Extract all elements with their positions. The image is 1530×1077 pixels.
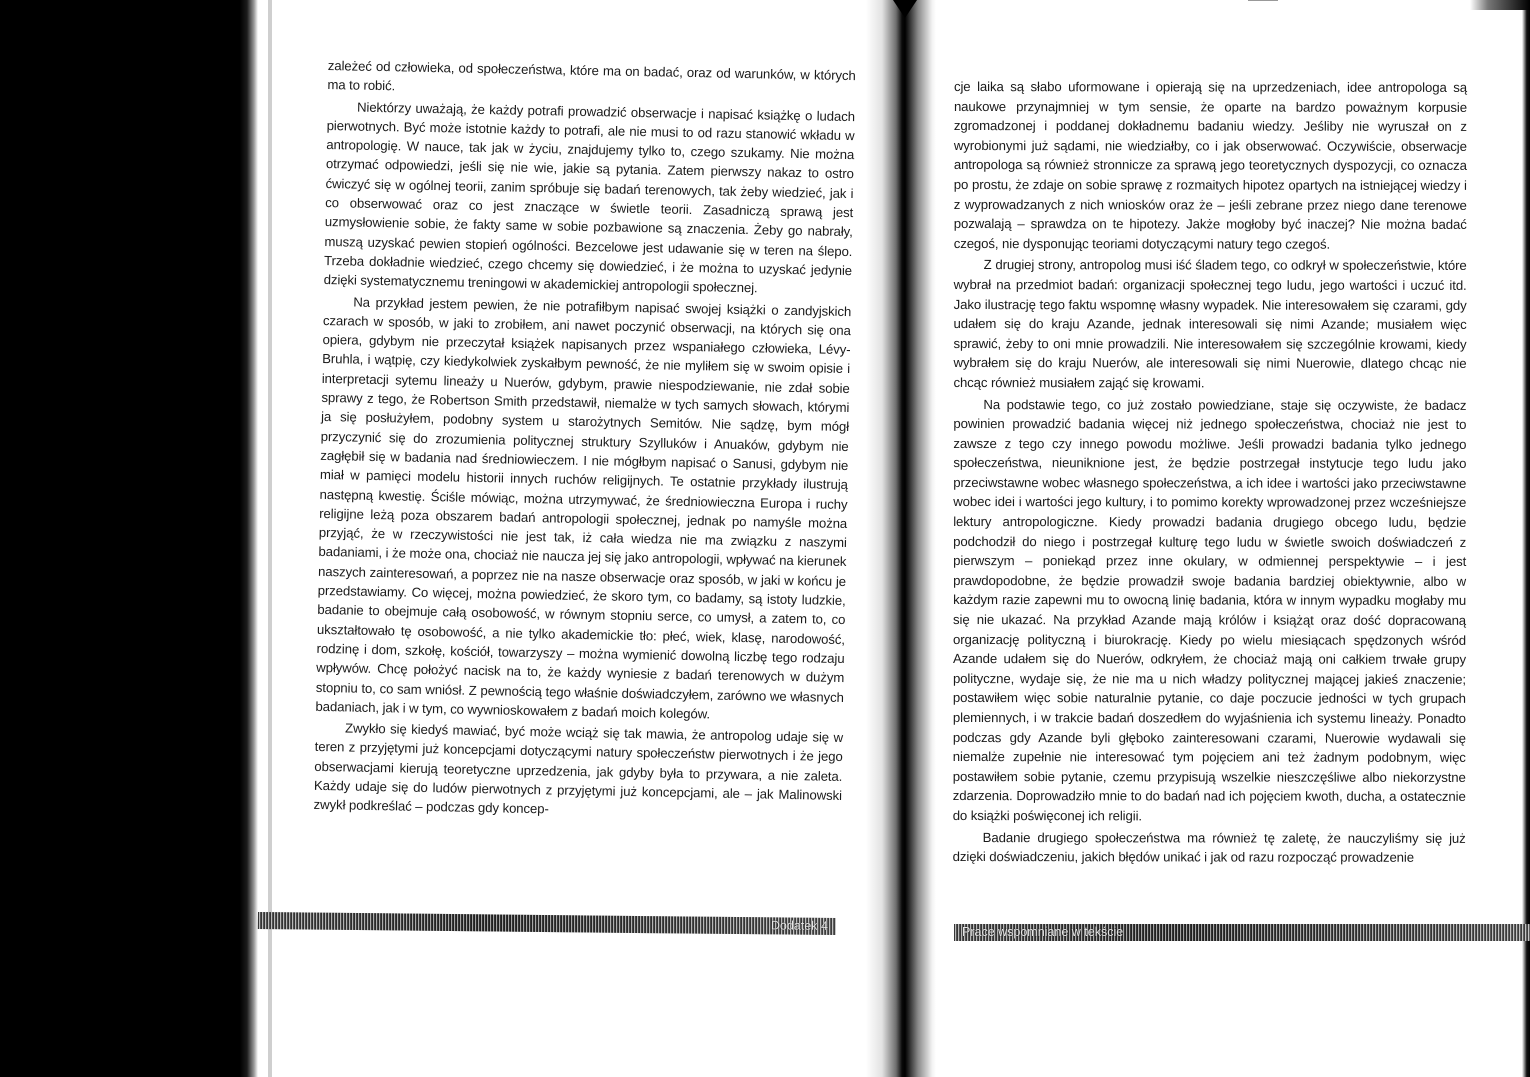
scan-edge-left	[0, 0, 258, 1077]
scan-corner-right	[1470, 0, 1530, 10]
paragraph: Zwykło się kiedyś mawiać, być może wciąż się tak mawia, że antropolog udaje się w teren z przyjętymi już koncepcjami dotyczącymi natury społeczeństw pierwotnych i że jego obserwacjami kierują teoretyczne uprzedzenia, jak gdyby była to przywara, a nie zaleta. Każdy udaje się do ludów pierwotnych z przyjętymi już koncepcjami, ale – jak Malinowski zwykł podkreślać – podczas gdy koncep-	[313, 720, 844, 817]
right-page	[953, 77, 1467, 868]
paragraph: Na podstawie tego, co już zostało powiedziane, staje się oczywiste, że badacz powinien prowadzić badania więcej niż jednego społeczeństwa, chociaż nie jest to zawsze z tego czy innego powodu możliwe. Jeśli prowadzi badania tylko jednego społeczeństwa, nieuniknione jest, że będzie postrzegał instytucje tego ludu jako przeciwstawne wobec własnego społeczeństwa, a ich idee i wartości jako przeciwstawne wobec idei i wartości jego kultury, i to pomimo korekty wprowadzonej przez wcześniejsze lektury antropologiczne. Kiedy prowadzi badania drugiego obcego ludu, będzie podchodził do niego i postrzegał kulturę tego ludu w świetle swoich doświadczeń z pierwszym – poniekąd przez inne okulary, w odmiennej perspektywie – i jest prawdopodobne, że będzie prowadził swoje badania bardziej obiektywnie, albo w każdym razie zapewni mu to owocną linię badania, która w innym wypadku mogłaby mu się nie ukazać. Na przykład Azande mają królów i książąt oraz dość dopracowaną organizację polityczną i biurokrację. Kiedy po wielu miesiącach spędzonych wśród Azande udałem się do Nuerów, odkryłem, że chociaż mają oni całkiem trwałe grupy polityczne, wydaje się, że nie ma u nich władzy politycznej mającej jakieś znaczenie; postawiłem więc sobie naturalnie pytanie, co daje poczucie jedności w tych grupach plemiennych, i w trakcie badań doszedłem do wyjaśnienia ich systemu lineaży. Ponadto podczas gdy Azande byli głęboko zainteresowani czarami, Nuerowie wydawali się niemalże zupełnie nie interesować tym pojęciem ani też żadnym podobnym, więc postawiłem sobie pytanie, czemu przypisują wszelkie nieszczęśliwe albo niekorzystne zdarzenia. Doprowadziło mnie to do badań nad ich pojęciem kwoth, ducha, a ostatecznie do książki poświęconej ich religii.	[952, 396, 1467, 824]
right-footer-band	[954, 924, 1530, 941]
top-rule	[1248, 0, 1278, 1]
paragraph: Z drugiej strony, antropolog musi iść śladem tego, co odkrył w społeczeństwie, które wybrał na przedmiot badań: organizacji społecznej tego ludu, jego wartości i uczuć itd. Jako ilustrację tego faktu wspomnę własny wypadek. Nie interesowałem się czarami, gdy udałem się do kraju Azande, jednak interesowali się nimi Azande; musiałem więc sprawić, żeby to oni mnie prowadzili. Nie interesowałem się szczególnie krowami, kiedy wybrałem się do kraju Nuerów, ale interesowali się nimi Nuerowie, dlatego chcąc nie chcąc również musiałem zająć się krowami.	[953, 257, 1467, 391]
paragraph: Badanie drugiego społeczeństwa ma również tę zaletę, że nauczyliśmy się już dzięki doświadczeniu, jakich błędów unikać i jak od razu rozpocząć prowadzenie	[952, 829, 1466, 865]
scan-edge-right	[1522, 0, 1530, 1077]
paragraph: Na przykład jestem pewien, że nie potrafiłbym napisać swojej książki o zandyjskich czarach w sposób, w jaki to zrobiłem, ani nawet poczynić obserwacji, na których się ona opiera, gdybym nie przeczytał książek napisanych przez wspaniałego człowieka, Lévy-Bruhla, i wątpię, czy kiedykolwiek zyskałbym pewność, że nie myliłem się w swoim opisie i interpretacji sytemu lineaży u Nuerów, gdybym, prawie niespodziewanie, nie zdał sobie sprawy z tego, że Robertson Smith przedstawił, niemalże w tych samych słowach, którymi ja się posłużyłem, podobny system u starożytnych Semitów. Nie sądzę, bym mógł przyczynić się do zrozumienia politycznej struktury Szylluków i Anuaków, gdybym nie zagłębił się w badania nad średniowieczem. I nie mógłbym napisać o Sanusi, gdybym nie miał w pamięci modelu historii innych ruchów religijnych. Te ostatnie przykłady ilustrują następną kwestię. Ściśle mówiąc, można utrzymywać, że średniowieczna Europa i ruchy religijne leżą poza obszarem badań antropologii społecznej, jednak po namyśle można przyjąć, że w rzeczywistości nie jest tak, iż cała wiedza nie ma związku z naszymi badaniami, i że może ona, chociaż nie naucza jej się jako antropologii, wpływać na kierunek naszych zainteresowań, a poprzez nie na nasze obserwacje oraz sposób, w jaki w końcu je przedstawiamy. Co więcej, można powiedzieć, że skoro tym, co badamy, są istoty ludzkie, badanie to obejmuje całą osobowość, w równym stopniu serce, co umysł, a zatem to, co ukształtowało tę osobowość, a nie tylko akademickie tło: płeć, wiek, klasę, narodowość, rodzinę i dom, szkołę, kościół, towarzyszy – można wymienić dowolną liczbę tego rodzaju wpływów. Chcę położyć nacisk na to, że każdy wyniesie z badań terenowych w dużym stopniu to, co sam wniósł. Z pewnością tego właśnie doświadczyłem, zarówno we własnych badaniach, jak i w tym, co wywnioskowałem z badań moich kolegów.	[315, 294, 852, 722]
gutter-notch	[893, 0, 917, 18]
paragraph: cje laika są słabo uformowane i opierają się na uprzedzeniach, idee antropologa są naukowe przynajmniej w tym sensie, że oparte na bardzo poważnym korpusie zgromadzonej i poddanej dokładnemu badaniu wiedzy. Jeśliby nie wyruszał on z wyrobionymi już sądami, nie wiedziałby, co i jak obserwować. Oczywiście, obserwacje antropologa są również stronnicze za sprawą jego teoretycznych dyspozycji, co oznacza po prostu, że zdaje on sobie sprawę z rozmaitych hipotez opartych na istniejącej wiedzy i z wyprowadzanych z nich wniosków oraz że – jeśli zebrane przez niego dane terenowe pozwalają – sprawdza on te hipotezy. Jakże mogłoby być inaczej? Nie można badać czegoś, nie dysponując teoriami dotyczącymi natury tego czegoś.	[953, 79, 1467, 252]
paragraph: zależeć od człowieka, od społeczeństwa, które ma on badać, oraz od warunków, w których ma to robić.	[327, 57, 856, 94]
paragraph: Niektórzy uważają, że każdy potrafi prowadzić obserwacje i napisać książkę o ludach pierwotnych. Być może istotnie każdy to potrafi, ale nie musi to od razu stanowić wkładu w antropologię. W nauce, tak jak w życiu, znajdujemy tylko to, czego szukamy. Nie można otrzymać odpowiedzi, jeśli się nie wie, jakie są pytania. Zatem pierwszy nakaz to ostro ćwiczyć się w ogólnej teorii, zanim spróbuje się badań terenowych, tak żeby wiedzieć, jak i co obserwować oraz co jest znaczące w świetle teorii. Zasadniczą sprawą jest uzmysłowienie sobie, że fakty same w sobie pozbawione są znaczenia. Żeby go nabrały, muszą uzyskać pewien stopień ogólności. Bezcelowe jest udawanie się w teren na ślepo. Trzeba dokładnie wiedzieć, czego chcemy się dowiedzieć, i że można to uzyskać jedynie dzięki systematycznemu treningowi w akademickiej antropologii społecznej.	[323, 99, 856, 296]
book-gutter	[866, 0, 936, 1077]
right-running-footer: Prace wspomniane w tekście	[962, 925, 1124, 939]
left-running-footer: Dodatek 4	[770, 918, 828, 933]
left-page	[313, 56, 855, 825]
left-page-text	[313, 56, 855, 825]
right-page-text	[953, 77, 1467, 868]
left-footer-band	[258, 912, 836, 935]
